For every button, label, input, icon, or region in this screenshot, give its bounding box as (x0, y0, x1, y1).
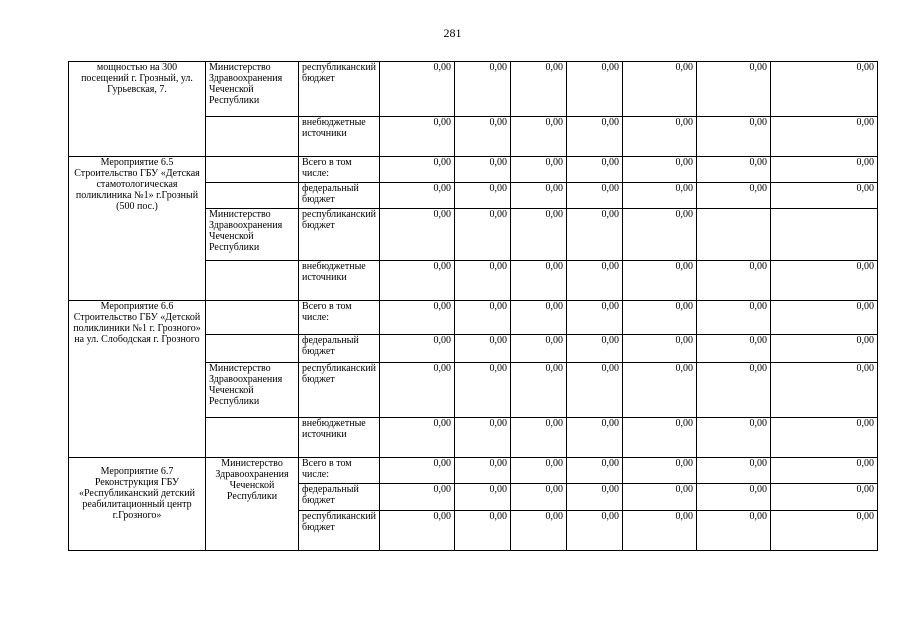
org-cell: Министерство Здравоохранения Чеченской Республики (206, 458, 299, 551)
value-cell: 0,00 (455, 183, 511, 209)
org-cell: Министерство Здравоохранения Чеченской Республики (206, 209, 299, 261)
value-cell: 0,00 (380, 363, 455, 418)
value-cell: 0,00 (623, 511, 697, 551)
value-cell: 0,00 (511, 209, 567, 261)
value-cell: 0,00 (380, 335, 455, 363)
value-cell: 0,00 (567, 209, 623, 261)
source-cell: федеральный бюджет (299, 484, 380, 511)
value-cell: 0,00 (380, 511, 455, 551)
value-cell: 0,00 (567, 511, 623, 551)
event-cell: Мероприятие 6.7 Реконструкция ГБУ «Республиканский детский реабилитационный центр г.Грозного» (69, 458, 206, 551)
value-cell: 0,00 (380, 484, 455, 511)
value-cell: 0,00 (697, 335, 771, 363)
value-cell: 0,00 (697, 418, 771, 458)
event-cell: Мероприятие 6.6 Строительство ГБУ «Детской поликлиники №1 г. Грозного» на ул. Слободская г. Грозного (69, 301, 206, 458)
value-cell: 0,00 (623, 301, 697, 335)
source-cell: республиканский бюджет (299, 363, 380, 418)
value-cell: 0,00 (455, 484, 511, 511)
value-cell: 0,00 (771, 458, 878, 484)
org-cell (206, 117, 299, 157)
table-row (69, 62, 878, 117)
value-cell: 0,00 (567, 183, 623, 209)
value-cell: 0,00 (771, 157, 878, 183)
value-cell: 0,00 (771, 335, 878, 363)
value-cell: 0,00 (697, 117, 771, 157)
value-cell: 0,00 (380, 458, 455, 484)
value-cell: 0,00 (455, 418, 511, 458)
value-cell: 0,00 (623, 62, 697, 117)
source-cell: внебюджетные источники (299, 418, 380, 458)
org-cell (206, 183, 299, 209)
value-cell: 0,00 (697, 261, 771, 301)
table-row (69, 301, 878, 335)
value-cell: 0,00 (380, 117, 455, 157)
table-row (69, 458, 878, 484)
value-cell: 0,00 (380, 301, 455, 335)
budget-table (68, 61, 878, 551)
value-cell: 0,00 (771, 261, 878, 301)
org-cell: Министерство Здравоохранения Чеченской Республики (206, 363, 299, 418)
source-cell: федеральный бюджет (299, 183, 380, 209)
value-cell: 0,00 (380, 62, 455, 117)
value-cell (771, 209, 878, 261)
org-cell (206, 261, 299, 301)
value-cell: 0,00 (567, 335, 623, 363)
value-cell: 0,00 (567, 117, 623, 157)
value-cell: 0,00 (511, 157, 567, 183)
value-cell: 0,00 (511, 335, 567, 363)
value-cell: 0,00 (623, 157, 697, 183)
value-cell: 0,00 (511, 62, 567, 117)
value-cell: 0,00 (567, 301, 623, 335)
value-cell: 0,00 (623, 335, 697, 363)
event-cell: мощностью на 300 посещений г. Грозный, ул. Гурьевская, 7. (69, 62, 206, 157)
value-cell: 0,00 (567, 458, 623, 484)
value-cell: 0,00 (771, 418, 878, 458)
org-cell (206, 301, 299, 335)
source-cell: республиканский бюджет (299, 209, 380, 261)
value-cell: 0,00 (567, 418, 623, 458)
value-cell (697, 209, 771, 261)
value-cell: 0,00 (455, 117, 511, 157)
value-cell: 0,00 (380, 209, 455, 261)
value-cell: 0,00 (455, 157, 511, 183)
value-cell: 0,00 (511, 418, 567, 458)
value-cell: 0,00 (623, 261, 697, 301)
value-cell: 0,00 (511, 484, 567, 511)
source-cell: Всего в том числе: (299, 458, 380, 484)
table-row (69, 157, 878, 183)
value-cell: 0,00 (623, 458, 697, 484)
value-cell: 0,00 (697, 183, 771, 209)
value-cell: 0,00 (771, 183, 878, 209)
value-cell: 0,00 (697, 301, 771, 335)
value-cell: 0,00 (771, 363, 878, 418)
value-cell: 0,00 (511, 511, 567, 551)
value-cell: 0,00 (771, 511, 878, 551)
value-cell: 0,00 (455, 363, 511, 418)
value-cell: 0,00 (511, 183, 567, 209)
value-cell: 0,00 (455, 261, 511, 301)
value-cell: 0,00 (567, 363, 623, 418)
value-cell: 0,00 (380, 183, 455, 209)
value-cell: 0,00 (567, 484, 623, 511)
value-cell: 0,00 (771, 301, 878, 335)
value-cell: 0,00 (380, 261, 455, 301)
value-cell: 0,00 (697, 157, 771, 183)
source-cell: внебюджетные источники (299, 117, 380, 157)
value-cell: 0,00 (511, 458, 567, 484)
org-cell (206, 418, 299, 458)
page-number: 281 (443, 26, 462, 40)
value-cell: 0,00 (771, 117, 878, 157)
value-cell: 0,00 (623, 484, 697, 511)
source-cell: внебюджетные источники (299, 261, 380, 301)
value-cell: 0,00 (511, 363, 567, 418)
source-cell: Всего в том числе: (299, 301, 380, 335)
value-cell: 0,00 (455, 511, 511, 551)
value-cell: 0,00 (697, 511, 771, 551)
value-cell: 0,00 (567, 157, 623, 183)
value-cell: 0,00 (511, 301, 567, 335)
value-cell: 0,00 (697, 484, 771, 511)
value-cell: 0,00 (623, 363, 697, 418)
value-cell: 0,00 (697, 62, 771, 117)
value-cell: 0,00 (511, 117, 567, 157)
value-cell: 0,00 (455, 335, 511, 363)
value-cell: 0,00 (380, 418, 455, 458)
org-cell (206, 157, 299, 183)
value-cell: 0,00 (455, 458, 511, 484)
source-cell: Всего в том числе: (299, 157, 380, 183)
value-cell: 0,00 (623, 418, 697, 458)
value-cell: 0,00 (567, 62, 623, 117)
value-cell: 0,00 (697, 458, 771, 484)
event-cell: Мероприятие 6.5 Строительство ГБУ «Детская стамотологическая поликлиника №1» г.Грозный (500 пос.) (69, 157, 206, 301)
source-cell: республиканский бюджет (299, 511, 380, 551)
source-cell: федеральный бюджет (299, 335, 380, 363)
value-cell: 0,00 (623, 117, 697, 157)
value-cell: 0,00 (455, 301, 511, 335)
value-cell: 0,00 (771, 62, 878, 117)
value-cell: 0,00 (567, 261, 623, 301)
value-cell: 0,00 (771, 484, 878, 511)
value-cell: 0,00 (455, 209, 511, 261)
value-cell: 0,00 (380, 157, 455, 183)
source-cell: республиканский бюджет (299, 62, 380, 117)
value-cell: 0,00 (511, 261, 567, 301)
value-cell: 0,00 (697, 363, 771, 418)
value-cell: 0,00 (623, 209, 697, 261)
org-cell (206, 335, 299, 363)
value-cell: 0,00 (623, 183, 697, 209)
value-cell: 0,00 (455, 62, 511, 117)
org-cell: Министерство Здравоохранения Чеченской Республики (206, 62, 299, 117)
